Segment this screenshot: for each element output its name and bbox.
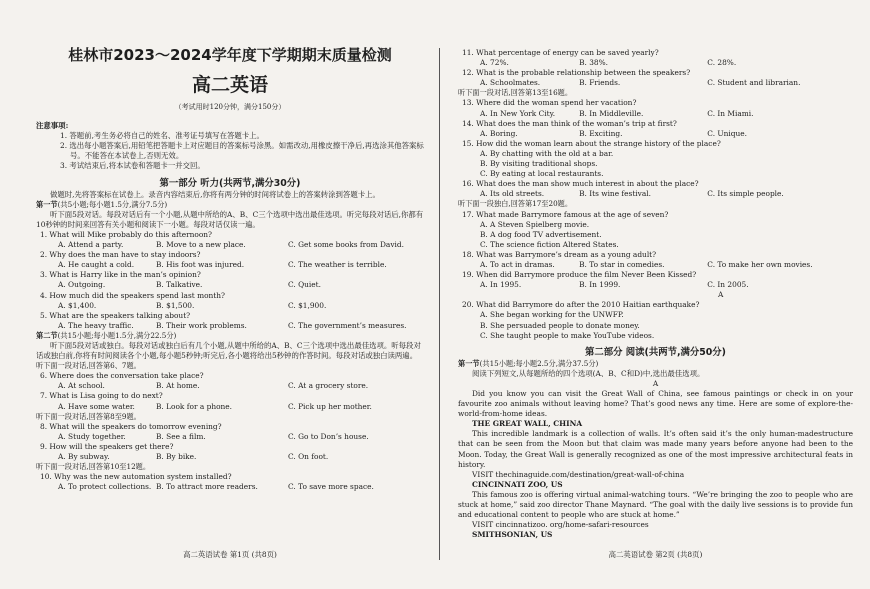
option-b: B. To star in comedies.	[579, 259, 665, 269]
question-3: 3. What is Harry like in the man’s opinion?	[40, 270, 201, 280]
section1-label: 第一节	[36, 199, 58, 209]
passage-letter: A	[652, 378, 659, 388]
option-c: C. In Miami.	[707, 108, 754, 118]
listening-hint-17-20: 听下面一段独白,回答第17至20题。	[458, 199, 573, 209]
option-a: A. Have some water.	[58, 401, 135, 411]
section1-score: (共5小题;每小题1.5分,满分7.5分)	[57, 199, 168, 209]
question-4: 4. How much did the speakers spend last month?	[40, 290, 225, 300]
option-a: A. By chatting with the old at a bar.	[480, 148, 614, 158]
passage-heading-cincinnati-zoo: CINCINNATI ZOO, US	[472, 479, 563, 489]
option-c: C. By eating at local restaurants.	[480, 169, 604, 179]
option-c: C. To save more space.	[288, 482, 374, 492]
option-b: B. A dog food TV advertisement.	[480, 229, 602, 239]
reading-section1-heading	[458, 359, 853, 369]
question-11: 11. What percentage of energy can be saved yearly?	[462, 48, 659, 57]
option-a: A. $1,400.	[58, 300, 97, 310]
question-5: 5. What are the speakers talking about?	[40, 310, 191, 320]
question-17: 17. What made Barrymore famous at the age of seven?	[462, 209, 669, 219]
option-b: B. To attract more readers.	[156, 482, 258, 492]
option-a: A. To act in dramas.	[480, 259, 555, 269]
passage-paragraph-cincinnati-zoo: This famous zoo is offering virtual animal-watching tours. “We’re bringing the zoo to people who are stuck at home,” said zoo director Thane Maynard. “The goal with the daily live sessions is to provide fun and educational content to people who are stuck at home.”	[458, 489, 853, 520]
listening-hint-10-12: 听下面一段对话,回答第10至12题。	[36, 462, 151, 472]
notice-item-2: 2. 选出每小题答案后,用铅笔把答题卡上对应题目的答案标号涂黑。如需改动,用橡皮擦干净后,再选涂其他答案标号。不能答在本试卷上,否则无效。	[60, 141, 424, 161]
question-12-options	[458, 78, 853, 88]
question-2: 2. Why does the man have to stay indoors?	[40, 250, 201, 260]
question-10-options	[36, 482, 424, 492]
question-5-options	[36, 321, 424, 331]
part2-heading: 第二部分 阅读(共两节,满分50分)	[585, 346, 726, 358]
reading-section1-label: 第一节	[458, 358, 480, 368]
listening-hint-8-9: 听下面一段对话,回答第8至9题。	[36, 411, 141, 421]
notice-item-3: 3. 考试结束后,将本试卷和答题卡一并交回。	[60, 161, 205, 171]
option-c: C. To make her own movies.	[707, 259, 813, 269]
option-b: B. In Middleville.	[579, 108, 644, 118]
question-2-options	[36, 260, 424, 270]
page-divider	[439, 48, 440, 560]
option-c: C. The science fiction Altered States.	[480, 239, 619, 249]
option-b: B. His foot was injured.	[156, 260, 245, 270]
option-a: A. 72%.	[480, 58, 509, 68]
part1-heading: 第一部分 听力(共两节,满分30分)	[159, 177, 301, 189]
option-a: A. She began working for the UNWFP.	[480, 310, 624, 320]
section1-desc: 听下面5段对话。每段对话后有一个小题,从题中所给的A、B、C三个选项中选出最佳选项。听完每段对话后,你都有10秒钟的时间来回答有关小题和阅读下一小题。每段对话仅读一遍。	[36, 209, 424, 229]
question-14: 14. What does the man think of the woman’s trip at first?	[462, 118, 677, 128]
option-a: A. By subway.	[58, 452, 110, 461]
question-1-options	[36, 240, 424, 250]
reading-section1-desc: 阅读下列短文,从每题所给的四个选项(A、B、C和D)中,选出最佳选项。	[472, 368, 705, 378]
question-7-options	[36, 402, 424, 412]
exam-title: 桂林市2023～2024学年度下学期期末质量检测	[68, 46, 392, 64]
option-a: A. At school.	[58, 381, 105, 391]
notice-heading: 注意事项:	[36, 121, 69, 131]
section1-heading	[36, 200, 424, 210]
section2-heading	[36, 331, 424, 341]
question-1: 1. What will Mike probably do this afternoon?	[40, 229, 213, 239]
passage-intro: Did you know you can visit the Great Wall of China, see famous paintings or check in on your favourite zoo animals without leaving home? That’s good news any time. Here are some of explore-the-world-from-home ideas.	[458, 389, 853, 419]
option-a: A. Its old streets.	[480, 189, 545, 199]
question-9-options	[36, 452, 424, 462]
question-8-options	[36, 432, 424, 442]
question-6: 6. Where does the conversation take place?	[40, 371, 204, 381]
option-c: C. Quiet.	[288, 280, 321, 290]
passage-heading-great-wall: THE GREAT WALL, CHINA	[472, 419, 583, 429]
question-11-options	[458, 58, 853, 68]
option-b: B. Move to a new place.	[156, 240, 246, 250]
question-3-options	[36, 280, 424, 290]
option-b: B. By visiting traditional shops.	[480, 159, 598, 169]
question-6-options	[36, 381, 424, 391]
question-15: 15. How did the woman learn about the strange history of the place?	[462, 138, 721, 148]
question-19-options	[458, 280, 853, 290]
question-9: 9. How will the speakers get there?	[40, 441, 174, 451]
question-12: 12. What is the probable relationship between the speakers?	[462, 68, 691, 78]
option-b: B. $1,500.	[156, 300, 195, 310]
option-b: B. 38%.	[579, 58, 608, 68]
option-c: C. Get some books from David.	[288, 240, 404, 250]
stray-letter-a: A	[718, 290, 724, 300]
option-c: C. In 2005.	[707, 280, 749, 290]
option-c: C. Student and librarian.	[707, 78, 801, 88]
question-13: 13. Where did the woman spend her vacation?	[462, 98, 637, 108]
option-a: A. The heavy traffic.	[58, 320, 134, 330]
option-a: A. A Steven Spielberg movie.	[480, 219, 590, 229]
question-19: 19. When did Barrymore produce the film Never Been Kissed?	[462, 270, 697, 280]
option-a: A. Schoolmates.	[480, 78, 541, 88]
question-13-options	[458, 109, 853, 119]
option-b: B. She persuaded people to donate money.	[480, 320, 640, 330]
question-7: 7. What is Lisa going to do next?	[40, 391, 163, 401]
question-10: 10. Why was the new automation system installed?	[40, 472, 232, 482]
option-b: B. Exciting.	[579, 128, 623, 138]
option-b: B. At home.	[156, 381, 200, 391]
option-c: C. Pick up her mother.	[288, 401, 372, 411]
exam-time-note: （考试用时120分钟，满分150分）	[174, 103, 286, 111]
visit-link-great-wall: VISIT thechinaguide.com/destination/great-wall-of-china	[472, 469, 685, 479]
option-c: C. 28%.	[707, 58, 737, 68]
option-b: B. In 1999.	[579, 280, 621, 290]
question-18: 18. What was Barrymore’s dream as a young adult?	[462, 249, 657, 259]
section2-label: 第二节	[36, 330, 58, 340]
option-c: C. $1,900.	[288, 300, 327, 310]
passage-paragraph-great-wall: This incredible landmark is a collection of walls. It’s often said it’s the only human-madestructure that can be seen from the Moon but that claim was made many years before anyone had been to the Moon. Today, the Great Wall is generally recognized as one of the most impressive architectural feats in history.	[458, 429, 853, 469]
option-b: B. By bike.	[156, 452, 197, 461]
page-footer-1: 高二英语试卷 第1页 (共8页)	[183, 550, 277, 559]
option-b: B. See a film.	[156, 431, 206, 441]
exam-subtitle: 高二英语	[191, 74, 268, 96]
question-8: 8. What will the speakers do tomorrow evening?	[40, 421, 222, 431]
question-20: 20. What did Barrymore do after the 2010 Haitian earthquake?	[462, 300, 700, 310]
part1-intro: 做题时,先将答案标在试卷上。录音内容结束后,你将有两分钟的时间将试卷上的答案转涂到答题卡上。	[50, 189, 380, 199]
question-4-options	[36, 301, 424, 311]
reading-section1-score: (共15小题;每小题2.5分,满分37.5分)	[479, 358, 599, 368]
option-b: B. Look for a phone.	[156, 401, 233, 411]
passage-heading-smithsonian: SMITHSONIAN, US	[472, 530, 553, 540]
option-c: C. The weather is terrible.	[288, 260, 387, 270]
listening-hint-6-7: 听下面一段对话,回答第6、7题。	[36, 361, 141, 371]
option-b: B. Friends.	[579, 78, 621, 88]
option-c: C. Its simple people.	[707, 189, 784, 199]
option-a: A. Boring.	[480, 128, 518, 138]
option-c: C. At a grocery store.	[288, 381, 369, 391]
option-a: A. To protect collections.	[58, 482, 152, 492]
option-c: C. Unique.	[707, 128, 747, 138]
option-b: B. Talkative.	[156, 280, 203, 290]
option-a: A. Attend a party.	[58, 240, 124, 250]
option-c: C. On foot.	[288, 452, 329, 461]
question-14-options	[458, 129, 853, 139]
exam-page-1	[36, 0, 424, 589]
option-a: A. In 1995.	[480, 280, 522, 290]
option-a: A. He caught a cold.	[58, 260, 135, 270]
option-a: A. Outgoing.	[58, 280, 106, 290]
section2-desc: 听下面5段对话或独白。每段对话或独白后有几个小题,从题中所给的A、B、C三个选项中选出最佳选项。听每段对话或独白前,你将有时间阅读各个小题,每小题5秒钟;听完后,各小题将给出5秒钟的作答时间。每段对话或独白读两遍。	[36, 340, 421, 361]
exam-page-2	[458, 0, 853, 589]
section2-score: (共15小题;每小题1.5分,满分22.5分)	[57, 330, 177, 340]
option-c: C. The government’s measures.	[288, 320, 407, 330]
option-c: C. Go to Don’s house.	[288, 431, 369, 441]
visit-link-cincinnati-zoo: VISIT cincinnatizoo. org/home-safari-resources	[472, 520, 649, 530]
option-a: A. Study together.	[58, 431, 126, 441]
option-b: B. Their work problems.	[156, 320, 247, 330]
question-16: 16. What does the man show much interest in about the place?	[462, 179, 699, 189]
option-b: B. Its wine festival.	[579, 189, 651, 199]
notice-item-1: 1. 答题前,考生务必将自己的姓名、准考证号填写在答题卡上。	[60, 131, 264, 141]
option-c: C. She taught people to make YouTube videos.	[480, 330, 655, 340]
question-18-options	[458, 260, 853, 270]
option-a: A. In New York City.	[480, 108, 556, 118]
listening-hint-13-16: 听下面一段对话,回答第13至16题。	[458, 88, 573, 98]
page-footer-2: 高二英语试卷 第2页 (共8页)	[608, 550, 703, 559]
question-16-options	[458, 189, 853, 199]
